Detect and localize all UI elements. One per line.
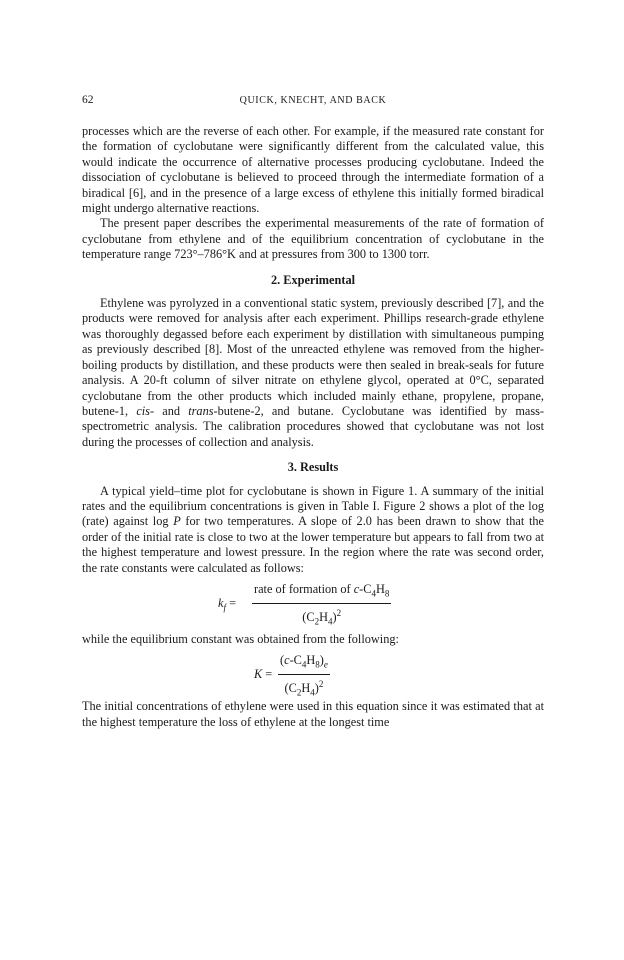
equation-fraction	[278, 653, 330, 701]
and-word: and	[154, 403, 189, 418]
page-header	[82, 94, 544, 110]
equation-equilibrium-constant	[82, 653, 544, 698]
running-title: QUICK, KNECHT, AND BACK	[239, 95, 387, 106]
paragraph-initial-concentrations: The initial concentrations of ethylene were used in this equation since it was estimated that at the highest temperature the loss of ethylene at the longest time	[82, 699, 544, 729]
equation-denominator: $(C_2H_4)^2$	[284, 679, 324, 698]
results-text-a: A typical yield–time plot for cyclobutane is shown in Figure 1. A summary of the initial rates and the equilibrium concentrations is given in Table I. Figure 2 shows a plot of the log (rate) against log	[82, 483, 544, 529]
paragraph-scope: The present paper describes the experimental measurements of the rate of formation of cyclobutane from ethylene and of the equilibrium concentration of cyclobutane in the temperature range 723°–786°K and at pressures from 300 to 1300 torr.	[82, 216, 544, 262]
pressure-symbol: P	[173, 514, 181, 529]
article-body	[82, 124, 544, 730]
trans-prefix: trans-	[188, 403, 218, 418]
paragraph-experimental	[82, 296, 544, 450]
equation-lhs-kf: $k_f$ =	[218, 595, 236, 613]
equation-lhs-k: K =	[254, 667, 273, 682]
section-title-results: 3. Results	[287, 460, 339, 475]
experimental-text: Ethylene was pyrolyzed in a conventional static system, previously described [7], and the products were removed for analysis after each experiment. Phillips research-grade ethylene was thoroughly degassed before each experiment by distillation with simultaneous pumping as previously described [8]. Most of the unreacted ethylene was removed from the higher-boiling products by distillation, and these products were then sealed in break-seals for future analysis. A 20-ft column of silver nitrate on ethylene glycol, operated at 0°C, separated cyclobutane from the other products which included mainly ethane, propylene, propane, butene-1,	[82, 296, 544, 418]
section-title-experimental: 2. Experimental	[270, 272, 356, 287]
paragraph-results	[82, 484, 544, 576]
results-text-b: for two temperatures. A slope of 2.0 has been drawn to show that the order of the initial rate is close to two at the lower temperature but appears to fall from two at the highest temperature and lowest pressure. In the region where the rate was second order, the rate constants were calculated as follows:	[82, 514, 544, 575]
paragraph-intro-continued: processes which are the reverse of each other. For example, if the measured rate constant for the formation of cyclobutane were significantly different from the calculated value, this would indicate the occurrence of alternative processes producing cyclobutane. Indeed the dissociation of cyclobutane is believed to proceed through the intermediate formation of a biradical [6], and in the presence of a large excess of ethylene this initially formed biradical might undergo alternative reactions.	[82, 124, 544, 216]
page-number: 62	[82, 94, 94, 106]
paragraph-equilibrium-intro: while the equilibrium constant was obtained from the following:	[82, 631, 399, 646]
equation-rate-constant	[82, 582, 544, 628]
equation-denominator: $(C_2H_4)^2$	[302, 607, 342, 627]
cis-prefix: cis-	[136, 403, 155, 418]
equation-numerator: rate of formation of $c-C_4H_8$	[252, 582, 391, 604]
equation-fraction	[252, 582, 391, 630]
equation-numerator: $(c-C_4H_8)_e$	[278, 653, 330, 675]
experimental-text-end: butene-2, and butane. Cyclobutane was identified by mass-spectrometric analysis. The calibration procedures showed that cyclobutane was not lost during the processes of collection and analysis.	[82, 403, 545, 449]
